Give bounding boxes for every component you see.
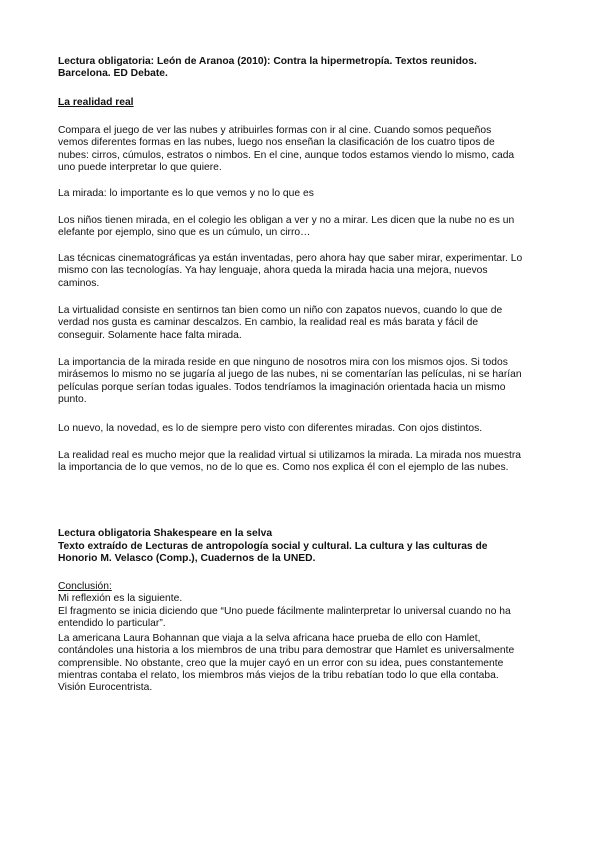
paragraph-1: Compara el juego de ver las nubes y atribuirles formas con ir al cine. Cuando somos pequeños vemos diferentes formas en las nubes, luego nos enseñan la clasificación de los cuatro tipos de nubes: cirros, cúmulos, estratos o nimbos. En el cine, aunque todos estamos viendo lo mismo, cada uno puede interpretar lo que quiere. [58,125,515,173]
paragraph-4: Las técnicas cinematográficas ya están inventadas, pero ahora hay que saber mirar, experimentar. Lo mismo con las tecnologías. Ya hay lenguaje, ahora queda la mirada hacia una mejora, nuevos caminos. [58,253,523,289]
paragraph-3: Los niños tienen mirada, en el colegio les obligan a ver y no a mirar. Les dicen que la nube no es un elefante por ejemplo, sino que es un cúmulo, un cirro… [58,215,515,239]
conclusion-line-1: Mi reflexión es la siguiente. [58,593,183,604]
paragraph-8: La realidad real es mucho mejor que la realidad virtual si utilizamos la mirada. La mirada nos muestra la importancia de lo que vemos, no de lo que es. Como nos explica él con el ejemplo de las nubes. [58,450,522,474]
section-heading: La realidad real [58,97,134,108]
conclusion-heading: Conclusión: [58,581,112,592]
paragraph-7: Lo nuevo, la novedad, es lo de siempre pero visto con diferentes miradas. Con ojos distintos. [58,423,483,434]
paragraph-6: La importancia de la mirada reside en que ninguno de nosotros mira con los mismos ojos. Si todos mirásemos lo mismo no se jugaría al juego de las nubes, ni se comentarían las películas, ni se harían películas porque serían todas iguales. Todos tendríamos la imaginación orientada hacia un mismo punto. [58,357,522,405]
conclusion-line-2: El fragmento se inicia diciendo que “Uno puede fácilmente malinterpretar lo universal cuando no ha entendido lo particular”. [58,606,511,630]
paragraph-5: La virtualidad consiste en sentirnos tan bien como un niño con zapatos nuevos, cuando lo que de verdad nos gusta es caminar descalzos. En cambio, la realidad real es más barata y fácil de conseguir. Solamente hace falta mirada. [58,305,503,341]
reading2-title-line2: Texto extraído de Lecturas de antropología social y cultural. La cultura y las culturas de Honorio M. Velasco (Comp.), Cuadernos de la UNED. [58,541,488,565]
paragraph-2: La mirada: lo importante es lo que vemos y no lo que es [58,188,314,199]
reading2-title-line1: Lectura obligatoria Shakespeare en la selva [58,528,273,539]
conclusion-line-3: La americana Laura Bohannan que viaja a la selva africana hace prueba de ello con Hamlet, contándoles una historia a los miembros de una tribu para demostrar que Hamlet es universalmente comprensible. No obstante, creo que la mujer cayó en un error con su idea, pues constantemente mientras contaba el relato, los miembros más viejos de la tribu rebatían todo lo que ella contaba. Visión Eurocentrista. [58,633,515,694]
reading1-title: Lectura obligatoria: León de Aranoa (2010): Contra la hipermetropía. Textos reunidos. Barcelona. ED Debate. [58,56,477,80]
